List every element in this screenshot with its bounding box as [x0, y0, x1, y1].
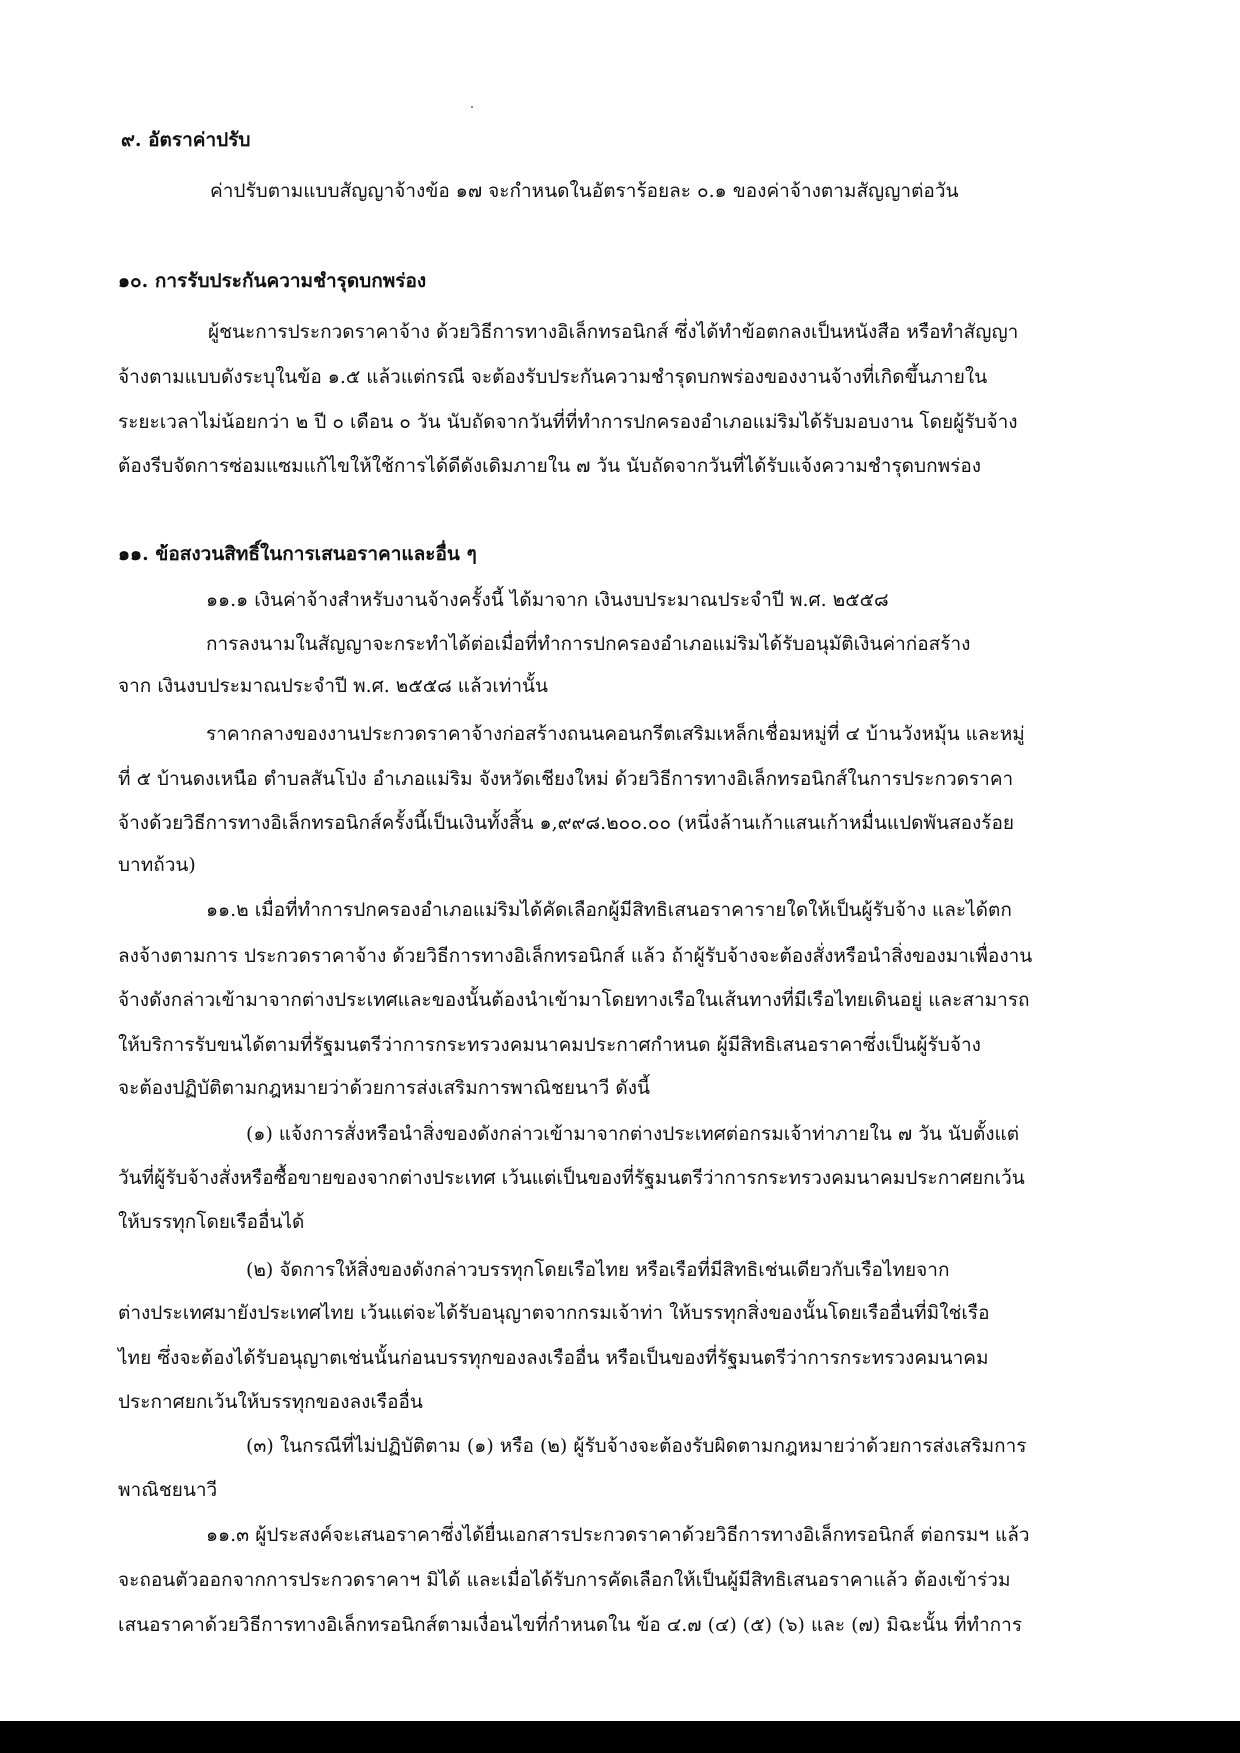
scan-border	[0, 1721, 1240, 1753]
section-11-line: ไทย ซึ่งจะต้องได้รับอนุญาตเช่นนั้นก่อนบรรทุกของลงเรืออื่น หรือเป็นของที่รัฐมนตรีว่าการกระทรวงคมนาคม	[118, 1347, 989, 1369]
section-11-line: ๑๑.๑ เงินค่าจ้างสำหรับงานจ้างครั้งนี้ ได้มาจาก เงินงบประมาณประจำปี พ.ศ. ๒๕๕๘	[206, 589, 889, 611]
section-11-line: จ้างด้วยวิธีการทางอิเล็กทรอนิกส์ครั้งนี้เป็นเงินทั้งสิ้น ๑,๙๙๘.๒๐๐.๐๐ (หนึ่งล้านเก้าแสนเก้าหมื่นแปดพันสองร้อย	[118, 812, 1015, 834]
section-11-line: (๓) ในกรณีที่ไม่ปฏิบัติตาม (๑) หรือ (๒) ผู้รับจ้างจะต้องรับผิดตามกฎหมายว่าด้วยการส่งเสริมการ	[246, 1435, 1027, 1457]
section-11-line: เสนอราคาด้วยวิธีการทางอิเล็กทรอนิกส์ตามเงื่อนไขที่กำหนดใน ข้อ ๔.๗ (๔) (๕) (๖) และ (๗) มิฉะนั้น ที่ทำการ	[118, 1614, 1023, 1636]
section-11-line: ที่ ๕ บ้านดงเหนือ ตำบลสันโป่ง อำเภอแม่ริม จังหวัดเชียงใหม่ ด้วยวิธีการทางอิเล็กทรอนิกส์ในการประกวดราคา	[118, 768, 1014, 790]
section-9-heading: ๙. อัตราค่าปรับ	[121, 129, 251, 151]
section-10-line: ต้องรีบจัดการซ่อมแซมแก้ไขให้ใช้การได้ดีดังเดิมภายใน ๗ วัน นับถัดจากวันที่ได้รับแจ้งความชำรุดบกพร่อง	[118, 455, 982, 477]
section-10-heading: ๑๐. การรับประกันความชำรุดบกพร่อง	[118, 270, 427, 292]
section-11-line: ประกาศยกเว้นให้บรรทุกของลงเรืออื่น	[118, 1391, 423, 1413]
section-9-line: ค่าปรับตามแบบสัญญาจ้างข้อ ๑๗ จะกำหนดในอัตราร้อยละ ๐.๑ ของค่าจ้างตามสัญญาต่อวัน	[210, 180, 959, 202]
section-10-line: ผู้ชนะการประกวดราคาจ้าง ด้วยวิธีการทางอิเล็กทรอนิกส์ ซึ่งได้ทำข้อตกลงเป็นหนังสือ หรือทำสัญญา	[208, 321, 1019, 343]
section-11-line: วันที่ผู้รับจ้างสั่งหรือซื้อขายของจากต่างประเทศ เว้นแต่เป็นของที่รัฐมนตรีว่าการกระทรวงคมนาคมประกาศยกเว้น	[118, 1167, 1025, 1189]
section-11-line: จะถอนตัวออกจากการประกวดราคาฯ มิได้ และเมื่อได้รับการคัดเลือกให้เป็นผู้มีสิทธิเสนอราคาแล้ว ต้องเข้าร่วม	[118, 1569, 1011, 1591]
section-11-line: พาณิชยนาวี	[118, 1479, 218, 1501]
section-11-heading: ๑๑. ข้อสงวนสิทธิ์ในการเสนอราคาและอื่น ๆ	[118, 543, 477, 565]
section-11-line: ลงจ้างตามการ ประกวดราคาจ้าง ด้วยวิธีการทางอิเล็กทรอนิกส์ แล้ว ถ้าผู้รับจ้างจะต้องสั่งหรือนำสิ่งของมาเพื่องาน	[118, 945, 1033, 967]
section-11-line: ๑๑.๓ ผู้ประสงค์จะเสนอราคาซึ่งได้ยื่นเอกสารประกวดราคาด้วยวิธีการทางอิเล็กทรอนิกส์ ต่อกรมฯ แล้ว	[206, 1524, 1030, 1546]
section-11-line: ๑๑.๒ เมื่อที่ทำการปกครองอำเภอแม่ริมได้คัดเลือกผู้มีสิทธิเสนอราคารายใดให้เป็นผู้รับจ้าง และได้ตก	[206, 899, 1012, 921]
section-11-line: ให้บรรทุกโดยเรืออื่นได้	[118, 1211, 305, 1233]
scan-speck	[471, 106, 473, 108]
section-10-line: จ้างตามแบบดังระบุในข้อ ๑.๕ แล้วแต่กรณี จะต้องรับประกันความชำรุดบกพร่องของงานจ้างที่เกิดขึ้นภายใน	[118, 366, 988, 388]
section-11-line: การลงนามในสัญญาจะกระทำได้ต่อเมื่อที่ทำการปกครองอำเภอแม่ริมได้รับอนุมัติเงินค่าก่อสร้าง	[206, 633, 971, 655]
section-11-line: จะต้องปฏิบัติตามกฎหมายว่าด้วยการส่งเสริมการพาณิชยนาวี ดังนี้	[118, 1077, 650, 1099]
section-11-line: ให้บริการรับขนได้ตามที่รัฐมนตรีว่าการกระทรวงคมนาคมประกาศกำหนด ผู้มีสิทธิเสนอราคาซึ่งเป็นผู้รับจ้าง	[118, 1034, 981, 1056]
section-11-line: (๒) จัดการให้สิ่งของดังกล่าวบรรทุกโดยเรือไทย หรือเรือที่มีสิทธิเช่นเดียวกับเรือไทยจาก	[246, 1259, 950, 1281]
section-11-line: ต่างประเทศมายังประเทศไทย เว้นแต่จะได้รับอนุญาตจากกรมเจ้าท่า ให้บรรทุกสิ่งของนั้นโดยเรืออื่นที่มิใช่เรือ	[118, 1302, 990, 1324]
section-11-line: (๑) แจ้งการสั่งหรือนำสิ่งของดังกล่าวเข้ามาจากต่างประเทศต่อกรมเจ้าท่าภายใน ๗ วัน นับตั้งแต่	[246, 1123, 1020, 1145]
section-10-line: ระยะเวลาไม่น้อยกว่า ๒ ปี ๐ เดือน ๐ วัน นับถัดจากวันที่ที่ทำการปกครองอำเภอแม่ริมได้รับมอบงาน โดยผู้รับจ้าง	[118, 411, 1018, 433]
section-11-line: บาทถ้วน)	[118, 854, 196, 876]
section-11-line: จาก เงินงบประมาณประจำปี พ.ศ. ๒๕๕๘ แล้วเท่านั้น	[118, 675, 549, 697]
section-11-line: จ้างดังกล่าวเข้ามาจากต่างประเทศและของนั้นต้องนำเข้ามาโดยทางเรือในเส้นทางที่มีเรือไทยเดินอยู่ และสามารถ	[118, 989, 1030, 1011]
section-11-line: ราคากลางของงานประกวดราคาจ้างก่อสร้างถนนคอนกรีตเสริมเหล็กเชื่อมหมู่ที่ ๔ บ้านวังหมุ้น และหมู่	[206, 723, 1025, 745]
